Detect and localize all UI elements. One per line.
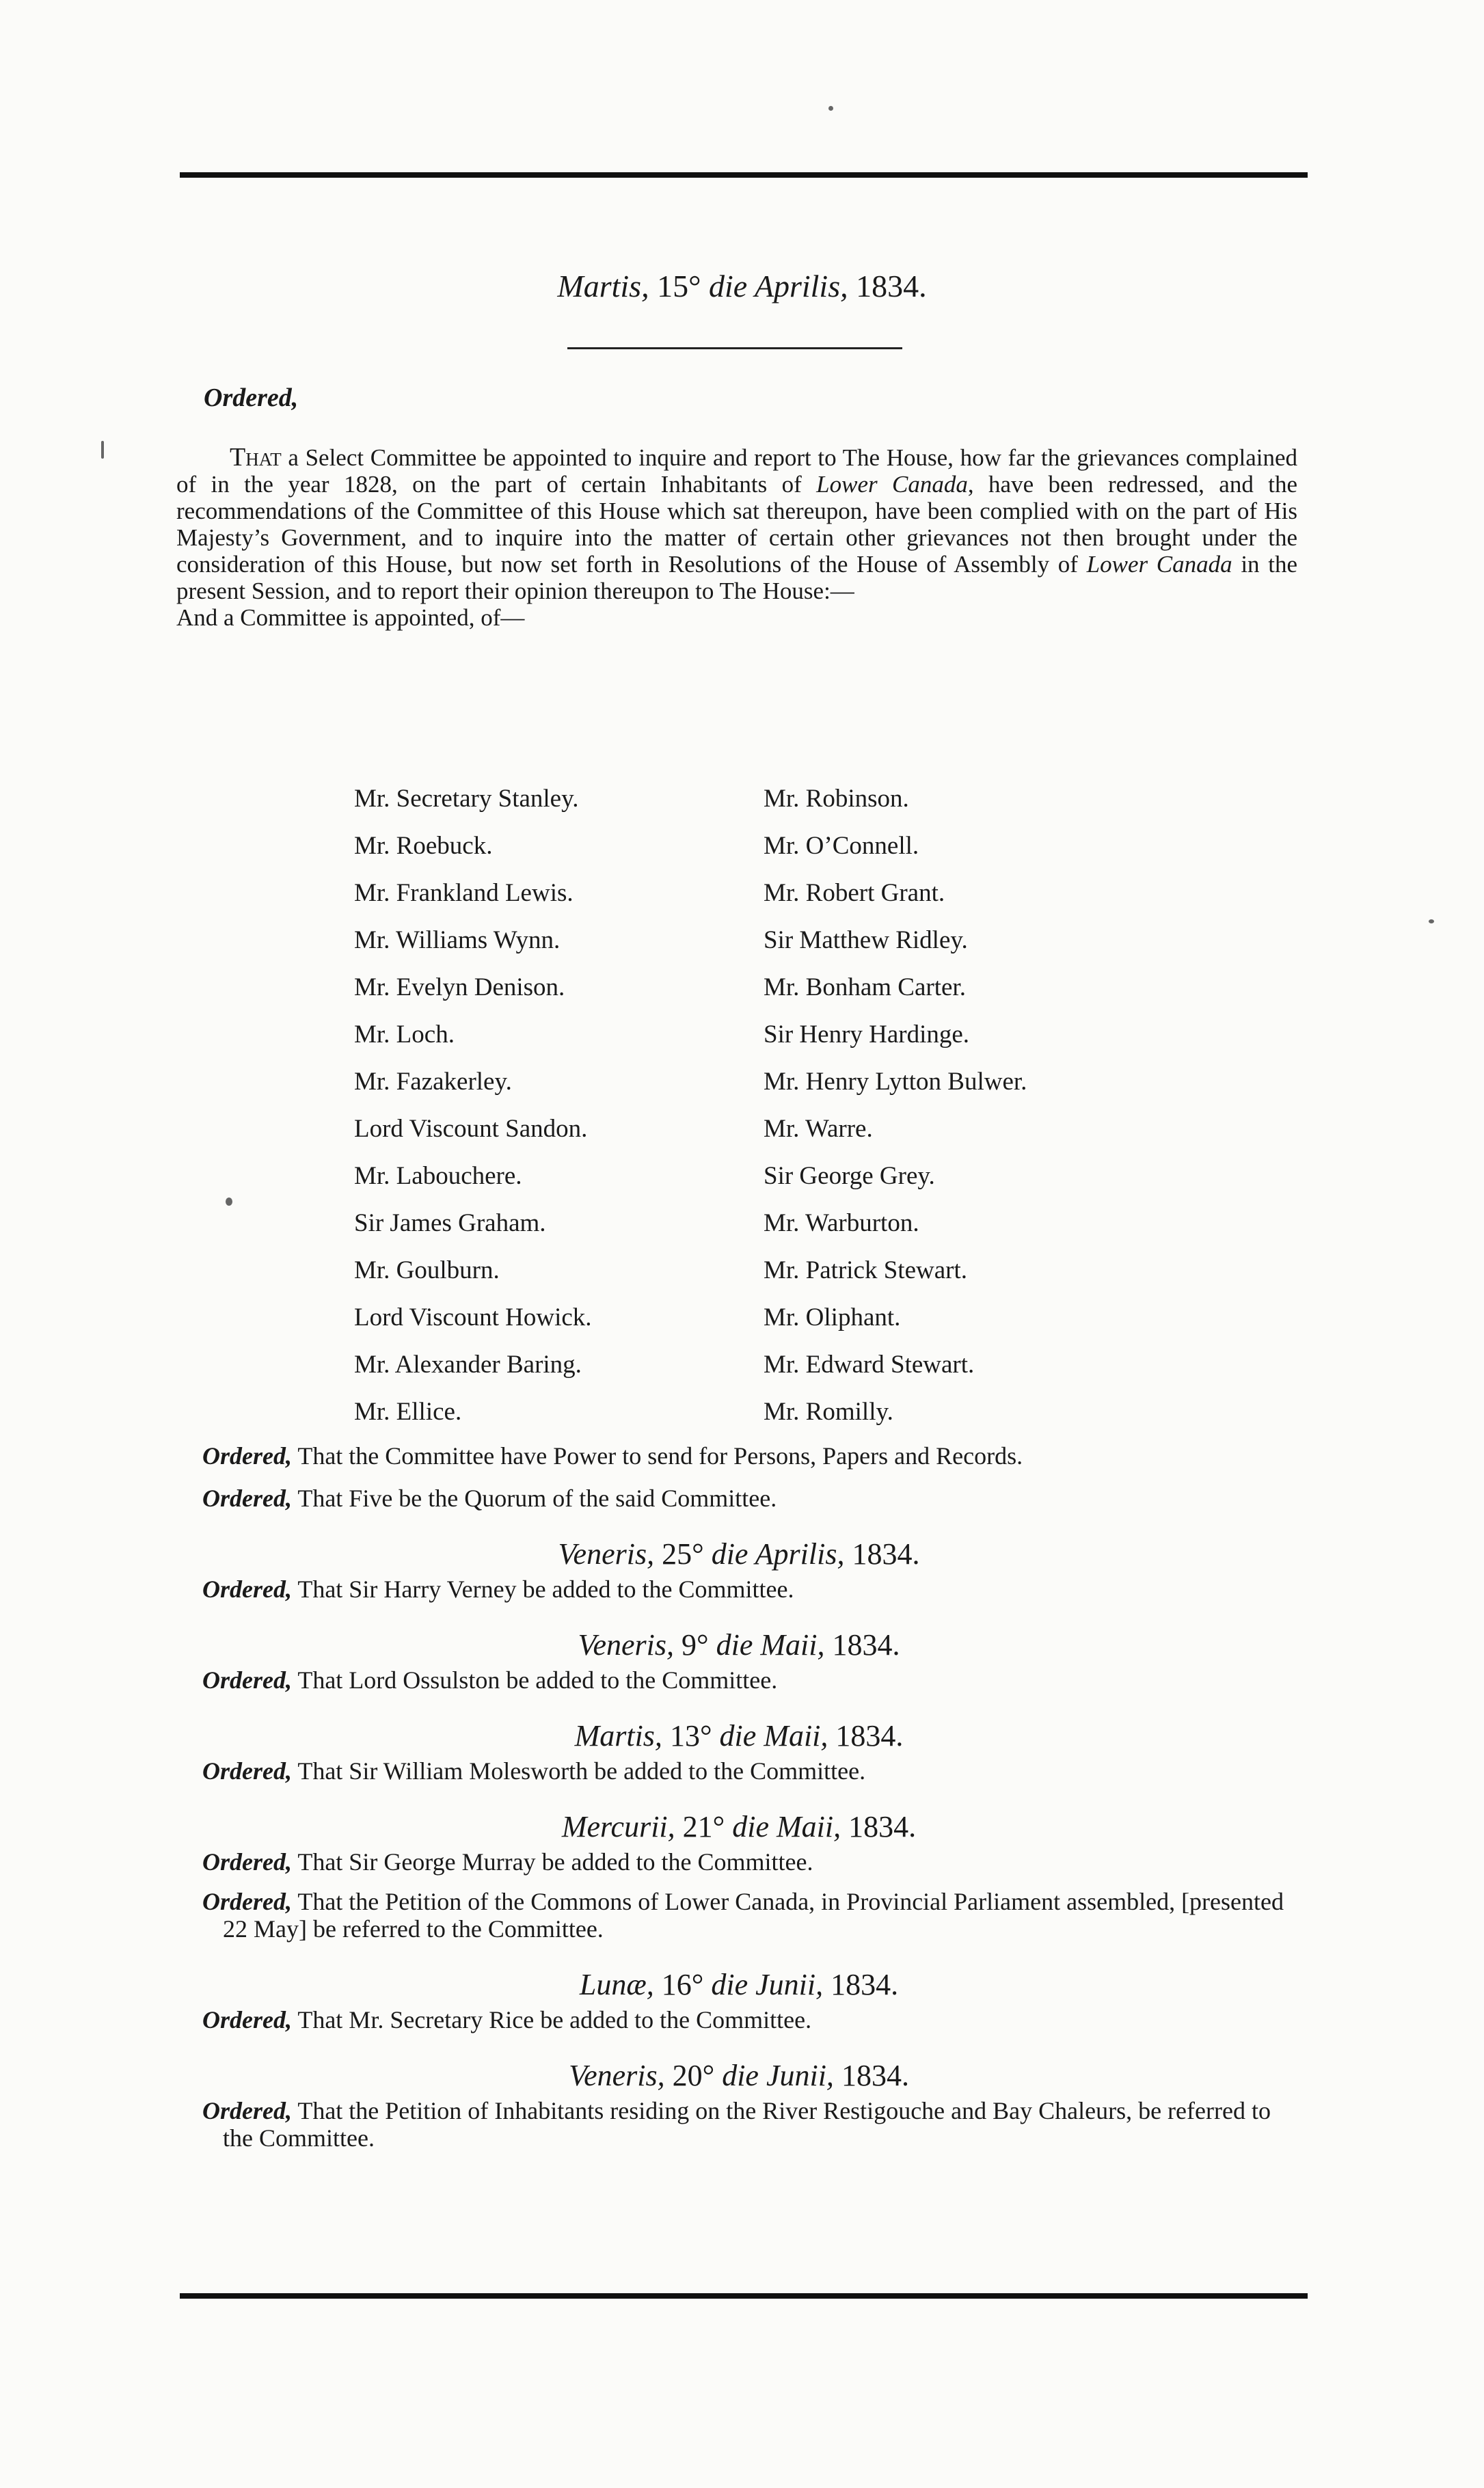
session-year: 1834.: [841, 2059, 909, 2092]
top-rule: [180, 172, 1308, 178]
ink-speck: [1429, 919, 1434, 923]
members-left-column: [354, 775, 592, 1435]
member-name: Sir Matthew Ridley.: [764, 926, 968, 954]
order-text: That Mr. Secretary Rice be added to the Committee.: [291, 2006, 812, 2033]
member-name: Mr. Frankland Lewis.: [354, 879, 574, 907]
member-name: Mr. Henry Lytton Bulwer.: [764, 1068, 1027, 1096]
order-text: That the Petition of the Commons of Lower Canada, in Provincial Parliament assembled, [presented 22 May] be referred to the Committee.: [223, 1888, 1284, 1943]
member-name: Sir James Graham.: [354, 1209, 546, 1237]
heading-month: die Aprilis,: [708, 269, 848, 303]
session-num: 16°: [661, 1968, 704, 2001]
member-name: Mr. Roebuck.: [354, 832, 493, 860]
order-entry: [202, 1485, 1303, 1512]
order-label: Ordered,: [202, 1442, 292, 1470]
session-day: Veneris,: [578, 1628, 675, 1662]
members-right-column: [764, 775, 1027, 1435]
order-entry: [202, 1757, 1303, 1785]
order-entry: [202, 2097, 1303, 2152]
order-label: Ordered,: [202, 1888, 292, 1915]
heading-num: 15°: [657, 269, 701, 303]
order-entry: [202, 1848, 1303, 1876]
order-entry: [202, 1666, 1303, 1694]
member-name: Mr. Goulburn.: [354, 1256, 500, 1284]
session-month: die Aprilis,: [711, 1537, 845, 1571]
member-name: Mr. Patrick Stewart.: [764, 1256, 968, 1284]
session-num: 21°: [682, 1810, 725, 1843]
member-name: Mr. Romilly.: [764, 1398, 893, 1426]
member-name: Mr. Warre.: [764, 1115, 873, 1143]
session-day: Lunæ,: [579, 1968, 654, 2001]
order-label: Ordered,: [202, 1576, 292, 1603]
resolution-place-2: Lower Canada: [1086, 551, 1232, 578]
order-entry: [202, 1442, 1303, 1470]
session-month: die Maii,: [719, 1719, 828, 1753]
member-name: Sir Henry Hardinge.: [764, 1020, 970, 1049]
session-date: [175, 2058, 1303, 2093]
session-date: [175, 1809, 1303, 1844]
resolution-text: [176, 444, 1297, 631]
session-num: 25°: [662, 1537, 704, 1571]
session-year: 1834.: [832, 1628, 900, 1662]
order-entry: [202, 1576, 1303, 1603]
session-num: 13°: [669, 1719, 712, 1753]
order-label: Ordered,: [202, 2006, 292, 2033]
member-name: Mr. Bonham Carter.: [764, 973, 966, 1001]
session-num: 20°: [672, 2059, 715, 2092]
resolution-place-1: Lower Canada: [816, 471, 968, 498]
member-name: Mr. Labouchere.: [354, 1162, 522, 1190]
session-year: 1834.: [831, 1968, 899, 2001]
member-name: Mr. Alexander Baring.: [354, 1351, 582, 1379]
heading-date: [0, 268, 1484, 304]
heading-day: Martis,: [557, 269, 649, 303]
session-year: 1834.: [852, 1537, 920, 1571]
session-month: die Maii,: [716, 1628, 825, 1662]
order-entry: [202, 1888, 1303, 1943]
ink-speck: [101, 441, 104, 459]
member-name: Mr. Evelyn Denison.: [354, 973, 565, 1001]
order-label: Ordered,: [202, 1666, 292, 1694]
session-day: Mercurii,: [561, 1810, 675, 1843]
order-entry: [202, 2006, 1303, 2033]
resolution-part-1: a Select Committee be appointed to inquire and report to The House, how far the grievances complained of in the year 1828, on the part of certain Inhabitants of: [176, 444, 1297, 498]
order-text: That Sir George Murray be added to the Committee.: [291, 1848, 813, 1876]
member-name: Mr. Loch.: [354, 1020, 455, 1049]
orders-block: [202, 1442, 1303, 2152]
member-name: Mr. Warburton.: [764, 1209, 919, 1237]
member-name: Mr. Williams Wynn.: [354, 926, 561, 954]
order-label: Ordered,: [202, 1485, 292, 1512]
member-name: Lord Viscount Howick.: [354, 1303, 592, 1331]
session-date: [175, 1718, 1303, 1753]
resolution-first-word: That: [230, 443, 282, 472]
session-day: Veneris,: [569, 2059, 665, 2092]
order-label: Ordered,: [202, 1848, 292, 1876]
session-month: die Junii,: [722, 2059, 834, 2092]
member-name: Mr. Ellice.: [354, 1398, 462, 1426]
heading-year: 1834.: [856, 269, 927, 303]
order-text: That the Petition of Inhabitants residing on the River Restigouche and Bay Chaleurs, be referred to the Committee.: [223, 2097, 1271, 2152]
member-name: Mr. Oliphant.: [764, 1303, 901, 1331]
session-num: 9°: [682, 1628, 709, 1662]
order-text: That Lord Ossulston be added to the Committee.: [291, 1666, 778, 1694]
resolution-part-3: in the present Session, and to report their opinion thereupon to The House:—: [176, 551, 1298, 604]
member-name: Mr. Robert Grant.: [764, 879, 945, 907]
session-year: 1834.: [835, 1719, 904, 1753]
ink-speck: [226, 1198, 232, 1206]
member-name: Sir George Grey.: [764, 1162, 935, 1190]
order-text: That the Committee have Power to send for Persons, Papers and Records.: [291, 1442, 1023, 1470]
order-text: That Sir William Molesworth be added to the Committee.: [291, 1757, 866, 1785]
ink-speck: [828, 106, 833, 111]
order-label: Ordered,: [202, 2097, 292, 2124]
resolution-part-2: , have been redressed, and the recommendations of the Committee of this House which sat thereupon, have been complied with on the part of His Majesty’s Government, and to inquire into the matter of certain other grievances not then brought under the consideration of this House, but now set forth in Resolutions of the House of Assembly of: [176, 471, 1297, 578]
member-name: Mr. Secretary Stanley.: [354, 785, 579, 813]
session-date: [175, 1627, 1303, 1662]
member-name: Mr. Edward Stewart.: [764, 1351, 975, 1379]
member-name: Lord Viscount Sandon.: [354, 1115, 588, 1143]
resolution-part-4: And a Committee is appointed, of—: [176, 604, 525, 631]
ordered-label: Ordered,: [204, 383, 299, 412]
order-label: Ordered,: [202, 1757, 292, 1785]
session-month: die Maii,: [732, 1810, 841, 1843]
member-name: Mr. Fazakerley.: [354, 1068, 512, 1096]
member-name: Mr. O’Connell.: [764, 832, 919, 860]
session-year: 1834.: [848, 1810, 917, 1843]
bottom-rule: [180, 2293, 1308, 2299]
session-month: die Junii,: [711, 1968, 824, 2001]
order-text: That Sir Harry Verney be added to the Committee.: [291, 1576, 794, 1603]
member-name: Mr. Robinson.: [764, 785, 909, 813]
order-text: That Five be the Quorum of the said Committee.: [291, 1485, 777, 1512]
heading-rule: [567, 347, 902, 349]
session-date: [175, 1537, 1303, 1571]
session-date: [175, 1967, 1303, 2002]
session-day: Veneris,: [558, 1537, 655, 1571]
session-day: Martis,: [574, 1719, 662, 1753]
